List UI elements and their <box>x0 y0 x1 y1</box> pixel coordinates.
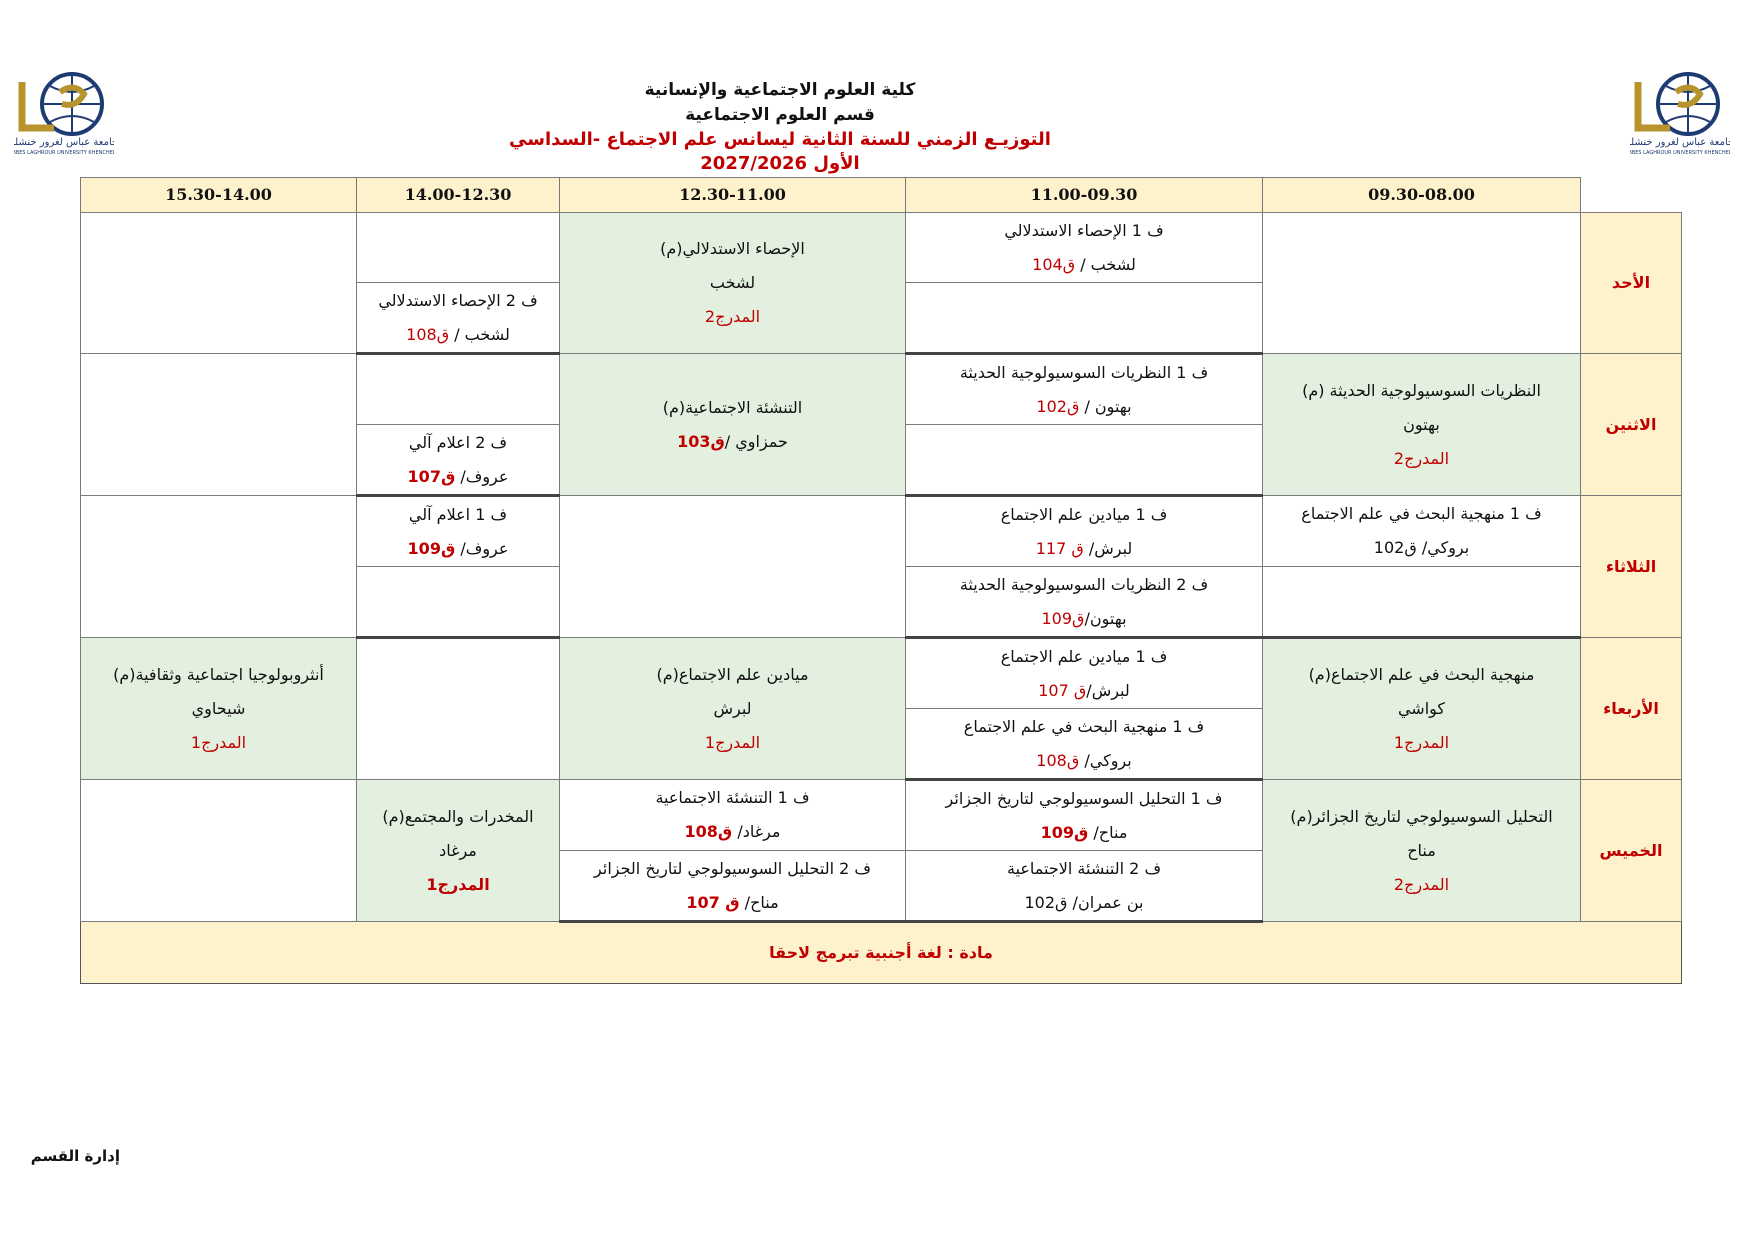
room-name: المدرج1 <box>426 874 490 894</box>
course-name: النظريات السوسيولوجية الحديثة (م) <box>1302 380 1541 400</box>
svg-text:جامعة عباس لغرور خنشلة: جامعة عباس لغرور خنشلة <box>1630 137 1730 148</box>
cell-tue-t1-a <box>1263 496 1581 567</box>
room-name: المدرج2 <box>1393 448 1450 468</box>
university-logo-right <box>1630 68 1730 156</box>
faculty-name: كلية العلوم الاجتماعية والإنسانية <box>644 80 916 100</box>
cell-sun-t4-b <box>357 283 560 354</box>
course-name: التنشئة الاجتماعية(م) <box>662 397 803 417</box>
day-row-sunday <box>81 213 1682 283</box>
room-name: ق107 <box>407 466 456 486</box>
teacher-name: لبرش/ <box>1086 680 1130 700</box>
day-label-sunday: الأحد <box>1581 213 1682 354</box>
room-name: المدرج2 <box>704 307 761 326</box>
cell-mon-t2-b <box>906 425 1263 496</box>
course-name: ف 1 التحليل السوسيولوجي لتاريخ الجزائر <box>945 788 1223 808</box>
svg-text:ABBES LAGHROUR UNIVERSITY KHEN: ABBES LAGHROUR UNIVERSITY KHENCHELA <box>1630 150 1730 156</box>
course-name: ف 1 ميادين علم الاجتماع <box>1000 504 1168 524</box>
cell-thu-t4 <box>357 780 560 922</box>
cell-thu-t2-b <box>906 851 1263 922</box>
time-slot-2: 11.00-09.30 <box>906 178 1263 213</box>
teacher-name: بهتون/ <box>1084 608 1127 628</box>
time-slot-4: 14.00-12.30 <box>357 178 560 213</box>
cell-sun-t4-a <box>357 213 560 283</box>
day-row-thursday <box>81 780 1682 851</box>
course-name: المخدرات والمجتمع(م) <box>382 806 534 826</box>
teacher-name: بهتون <box>1403 414 1440 434</box>
time-slot-1: 09.30-08.00 <box>1263 178 1581 213</box>
room-name: المدرج1 <box>704 732 761 752</box>
teacher-room: بروكي/ ق102 <box>1373 538 1470 557</box>
cell-tue-t3 <box>560 496 906 638</box>
course-name: ف 1 ميادين علم الاجتماع <box>1000 646 1168 666</box>
room-name: ق 117 <box>1035 538 1084 558</box>
cell-mon-t4-a <box>357 354 560 425</box>
cell-mon-t5 <box>81 354 357 496</box>
teacher-name: مناح/ <box>1088 822 1128 842</box>
time-header-row <box>81 178 1682 213</box>
day-row-monday <box>81 354 1682 425</box>
room-name: المدرج1 <box>190 732 247 752</box>
footer-row <box>81 922 1682 984</box>
teacher-name: بهتون / <box>1079 396 1132 416</box>
course-name: ف 1 اعلام آلي <box>408 504 508 524</box>
cell-tue-t5 <box>81 496 357 638</box>
day-label-monday: الاثنين <box>1581 354 1682 496</box>
cell-wed-t5 <box>81 638 357 780</box>
course-name: ف 1 الإحصاء الاستدلالي <box>1004 220 1164 240</box>
teacher-room: بن عمران/ ق102 <box>1024 892 1144 912</box>
schedule-table <box>80 177 1682 984</box>
day-label-wednesday: الأربعاء <box>1581 638 1682 780</box>
cell-wed-t1 <box>1263 638 1581 780</box>
teacher-name: كواشي <box>1397 699 1446 718</box>
cell-sun-t3 <box>560 213 906 354</box>
cell-thu-t1 <box>1263 780 1581 922</box>
foreign-language-note: مادة : لغة أجنبية تبرمج لاحقا <box>81 922 1682 984</box>
teacher-name: لشخب / <box>1075 254 1136 274</box>
course-name: ف 1 النظريات السوسيولوجية الحديثة <box>959 362 1209 382</box>
teacher-name: عروف/ <box>455 538 509 558</box>
room-name: ق109 <box>1040 822 1089 842</box>
time-slot-5: 15.30-14.00 <box>81 178 357 213</box>
course-name: ف 1 منهجية البحث في علم الاجتماع <box>963 716 1205 736</box>
cell-tue-t2-b <box>906 567 1263 638</box>
course-name: أنثروبولوجيا اجتماعية وثقافية(م) <box>113 664 324 684</box>
cell-wed-t4 <box>357 638 560 780</box>
cell-tue-t4-b <box>357 567 560 638</box>
room-name: ق109 <box>407 538 456 558</box>
cell-wed-t2-a <box>906 638 1263 709</box>
document-header <box>500 78 1060 178</box>
cell-tue-t4-a <box>357 496 560 567</box>
department-name: قسم العلوم الاجتماعية <box>685 105 875 125</box>
cell-wed-t2-b <box>906 709 1263 780</box>
course-name: ف 2 التنشئة الاجتماعية <box>1006 858 1162 878</box>
svg-text:ABBES LAGHROUR UNIVERSITY KHEN: ABBES LAGHROUR UNIVERSITY KHENCHELA <box>14 150 114 156</box>
course-name: التحليل السوسيولوجي لتاريخ الجزائر(م) <box>1290 806 1553 826</box>
room-name: ق 107 <box>686 892 740 912</box>
schedule-title: التوزيـع الزمني للسنة الثانية ليسانس علم الاجتماع -السداسي الأول 2027/2026 <box>500 128 1060 178</box>
teacher-name: عروف/ <box>455 466 509 486</box>
cell-tue-t2-a <box>906 496 1263 567</box>
cell-sun-t1 <box>1263 213 1581 354</box>
course-name: ف 2 اعلام آلي <box>408 432 508 452</box>
room-name: ق103 <box>677 431 725 451</box>
room-name: المدرج1 <box>1393 733 1450 752</box>
room-name: ق102 <box>1036 396 1080 416</box>
corner-cell <box>1581 178 1682 213</box>
cell-mon-t4-b <box>357 425 560 496</box>
day-label-tuesday: الثلاثاء <box>1581 496 1682 638</box>
cell-wed-t3 <box>560 638 906 780</box>
course-name: ف 2 التحليل السوسيولوجي لتاريخ الجزائر <box>594 858 871 878</box>
teacher-name: لشخب <box>709 273 756 292</box>
cell-sun-t2-b <box>906 283 1263 354</box>
day-row-wednesday <box>81 638 1682 709</box>
room-name: ق108 <box>1036 750 1080 770</box>
svg-text:جامعة عباس لغرور خنشلة: جامعة عباس لغرور خنشلة <box>14 137 114 148</box>
room-name: المدرج2 <box>1393 874 1450 894</box>
course-name: ف 2 النظريات السوسيولوجية الحديثة <box>959 574 1209 594</box>
day-label-thursday: الخميس <box>1581 780 1682 922</box>
teacher-name: مرغاد/ <box>732 822 781 841</box>
room-name: ق 107 <box>1038 680 1087 700</box>
cell-sun-t2-a <box>906 213 1263 283</box>
cell-mon-t1 <box>1263 354 1581 496</box>
room-name: ق108 <box>406 324 450 344</box>
teacher-name: حمزاوي / <box>724 431 788 451</box>
cell-thu-t5 <box>81 780 357 922</box>
day-row-tuesday <box>81 496 1682 567</box>
teacher-name: بروكي/ <box>1079 750 1132 770</box>
time-slot-3: 12.30-11.00 <box>560 178 906 213</box>
teacher-name: مناح <box>1407 840 1436 860</box>
teacher-name: لبرش <box>713 698 752 718</box>
university-logo-left <box>14 68 114 156</box>
cell-thu-t2-a <box>906 780 1263 851</box>
cell-sun-t5 <box>81 213 357 354</box>
room-name: ق108 <box>684 822 733 841</box>
course-name: ميادين علم الاجتماع(م) <box>656 664 809 684</box>
teacher-name: مرغاد <box>439 840 477 860</box>
teacher-name: لشخب / <box>449 324 510 344</box>
room-name: ق104 <box>1032 254 1076 274</box>
teacher-name: شيحاوي <box>191 698 246 718</box>
cell-thu-t3-b <box>560 851 906 922</box>
course-name: ف 1 منهجية البحث في علم الاجتماع <box>1301 504 1542 523</box>
course-name: الإحصاء الاستدلالي(م) <box>660 239 805 258</box>
teacher-name: لبرش/ <box>1083 538 1133 558</box>
room-name: ق109 <box>1041 608 1085 628</box>
cell-mon-t2-a <box>906 354 1263 425</box>
course-name: منهجية البحث في علم الاجتماع(م) <box>1308 665 1535 684</box>
cell-thu-t3-a <box>560 780 906 851</box>
cell-tue-t1-b <box>1263 567 1581 638</box>
course-name: ف 2 الإحصاء الاستدلالي <box>378 290 538 310</box>
course-name: ف 1 التنشئة الاجتماعية <box>655 788 810 807</box>
teacher-name: مناح/ <box>739 892 779 912</box>
cell-mon-t3 <box>560 354 906 496</box>
department-administration-label: إدارة القسم <box>30 1147 120 1165</box>
